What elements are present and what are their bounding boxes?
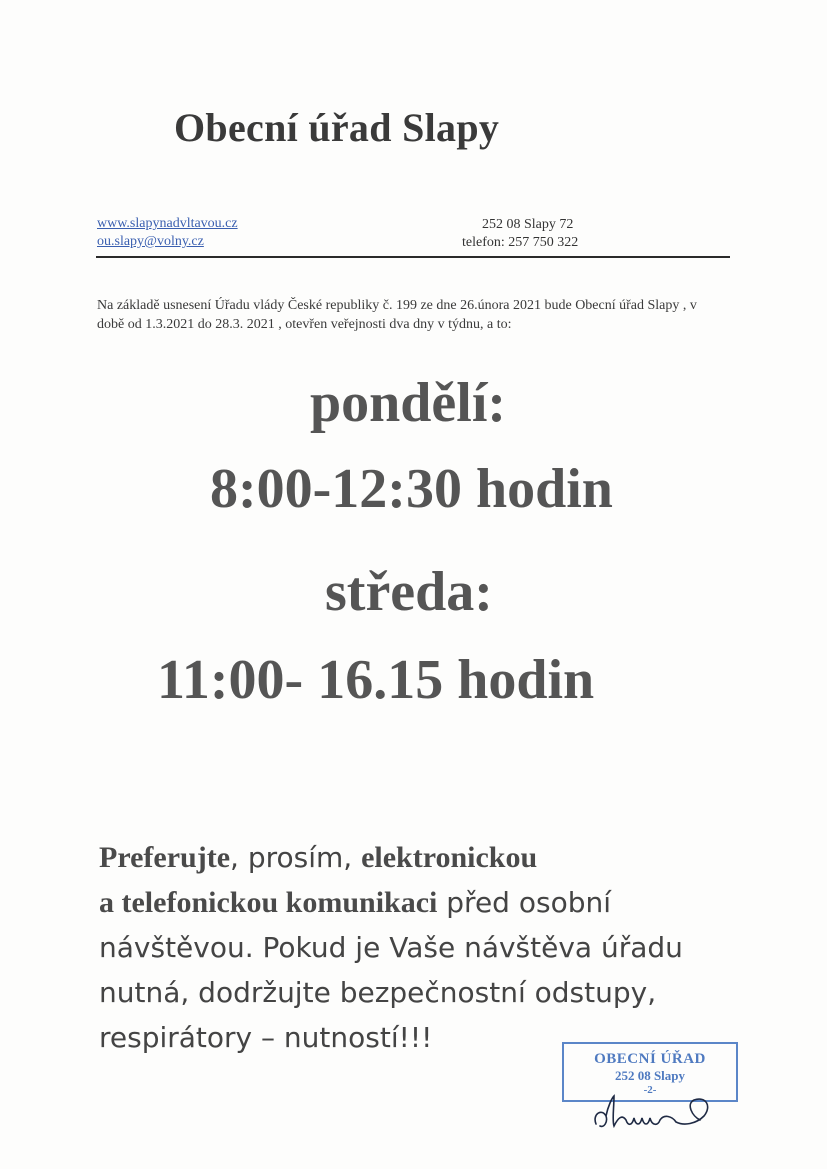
phone-number: telefon: 257 750 322: [462, 235, 579, 250]
day-wednesday-label: středa:: [325, 561, 493, 623]
email-link[interactable]: ou.slapy@volny.cz: [97, 234, 204, 249]
wednesday-hours: 11:00- 16.15 hodin: [157, 649, 595, 711]
stamp-line-3: -2-: [643, 1084, 657, 1096]
notice-bold-telefonickou: a telefonickou komunikaci: [99, 886, 438, 919]
notice-paragraph: [99, 835, 749, 1060]
stamp-line-2: 252 08 Slapy: [614, 1068, 686, 1083]
website-link[interactable]: www.slapynadvltavou.cz: [97, 216, 238, 231]
notice-bold-elektronickou: elektronickou: [361, 841, 538, 874]
notice-text-rest: před osobní návštěvou. Pokud je Vaše návštěva úřadu nutná, dodržujte bezpečnostní odstupy, respirátory – nutností!!!: [99, 886, 683, 1054]
header-divider: [96, 256, 730, 258]
handwritten-signature: [588, 1086, 718, 1136]
notice-text-prosim: , prosím,: [230, 841, 362, 874]
monday-hours: 8:00-12:30 hodin: [210, 458, 613, 520]
stamp-line-1: OBECNÍ ÚŘAD: [594, 1051, 706, 1067]
notice-bold-preferujte: Preferujte: [99, 841, 231, 874]
postal-address: 252 08 Slapy 72: [482, 217, 574, 232]
day-monday-label: pondělí:: [310, 372, 507, 434]
intro-paragraph: Na základě usnesení Úřadu vlády České republiky č. 199 ze dne 26.února 2021 bude Obecní úřad Slapy , v době od 1.3.2021 do 28.3. 2021 , otevřen veřejnosti dva dny v týdnu, a to:: [97, 298, 697, 332]
page-title: Obecní úřad Slapy: [174, 105, 500, 150]
